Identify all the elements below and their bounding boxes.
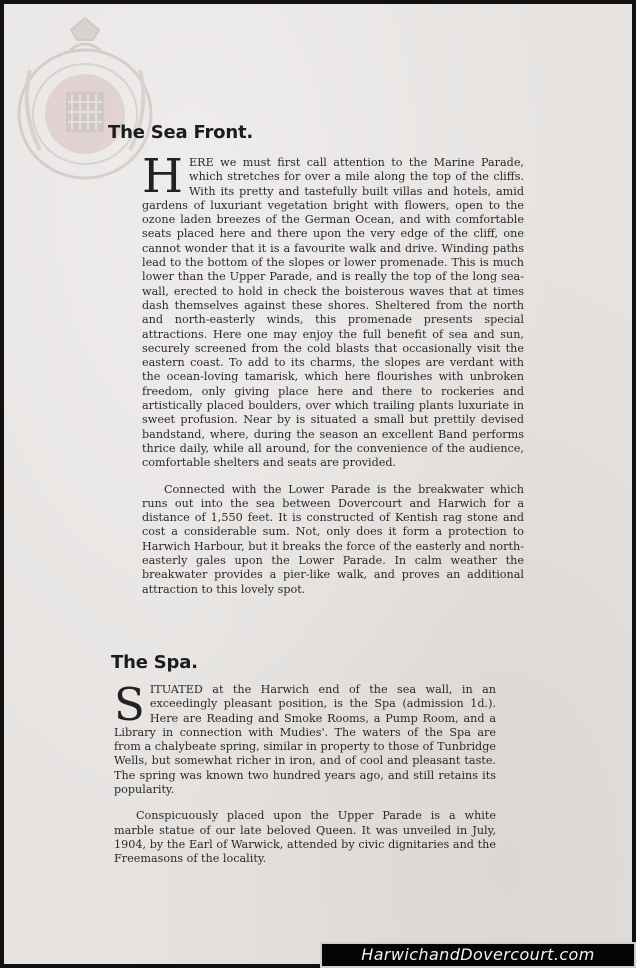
section-body-spa (114, 678, 496, 867)
section-heading-sea-front: The Sea Front. (108, 122, 253, 143)
section-heading-spa: The Spa. (111, 652, 198, 673)
paragraph-text: ERE we must first call attention to the Marine Parade, which stretches for over a mile along the top of the cliffs. With its pretty and tastefully built villas and hotels, amid gardens of luxuriant vegetation bright with flowers, open to the ozone laden breezes of the German Ocean, and with comfortable seats placed here and there upon the very edge of the cliff, one cannot wonder that it is a favourite walk and drive. Winding paths lead to the bottom of the slopes or lower promenade. This is much lower than the Upper Parade, and is really the top of the long sea-wall, erected to hold in check the boisterous waves that at times dash themselves against these shores. Sheltered from the north and north-easterly winds, this promenade presents special attractions. Here one may enjoy the full benefit of sea and sun, securely screened from the cold blasts that occasionally visit the eastern coast. To add to its charms, the slopes are verdant with the ocean-loving tamarisk, which here flourishes with unbroken freedom, only giving place here and there to rockeries and artistically placed boulders, over which trailing plants luxuriate in sweet profusion. Near by is situated a small but prettily devised bandstand, where, during the season an excellent Band performs thrice daily, while all around, for the convenience of the audience, comfortable shelters and seats are provided. (142, 156, 524, 470)
paragraph (142, 149, 524, 471)
crest-emblem-icon (10, 10, 160, 188)
paragraph (114, 678, 496, 797)
drop-cap-letter: H (142, 149, 183, 204)
website-watermark: HarwichandDovercourt.com (320, 942, 636, 968)
drop-cap-letter: S (114, 678, 145, 731)
paragraph: Connected with the Lower Parade is the breakwater which runs out into the sea between Dovercourt and Harwich for a distance of 1,550 feet. It is constructed of Kentish rag stone and cost a considerable sum. Not, only does it form a protection to Harwich Harbour, but it breaks the force of the easterly and north-easterly gales upon the Lower Parade. In calm weather the breakwater provides a pier-like walk, and proves an additional attraction to this lovely spot. (142, 482, 524, 596)
paragraph: Conspicuously placed upon the Upper Parade is a white marble statue of our late beloved Queen. It was unveiled in July, 1904, by the Earl of Warwick, attended by civic dignitaries and the Freemasons of the locality. (114, 809, 496, 866)
paragraph-text: ITUATED at the Harwich end of the sea wall, in an exceedingly pleasant position, is the Spa (admission 1d.). Here are Reading and Smoke Rooms, a Pump Room, and a Library in connection with Mudies'. The waters of the Spa are from a chalybeate spring, similar in property to those of Tunbridge Wells, but somewhat richer in iron, and of cool and pleasant taste. The spring was known two hundred years ago, and still retains its popularity. (114, 683, 496, 797)
section-body-sea-front (142, 149, 524, 597)
document-page (4, 4, 632, 964)
